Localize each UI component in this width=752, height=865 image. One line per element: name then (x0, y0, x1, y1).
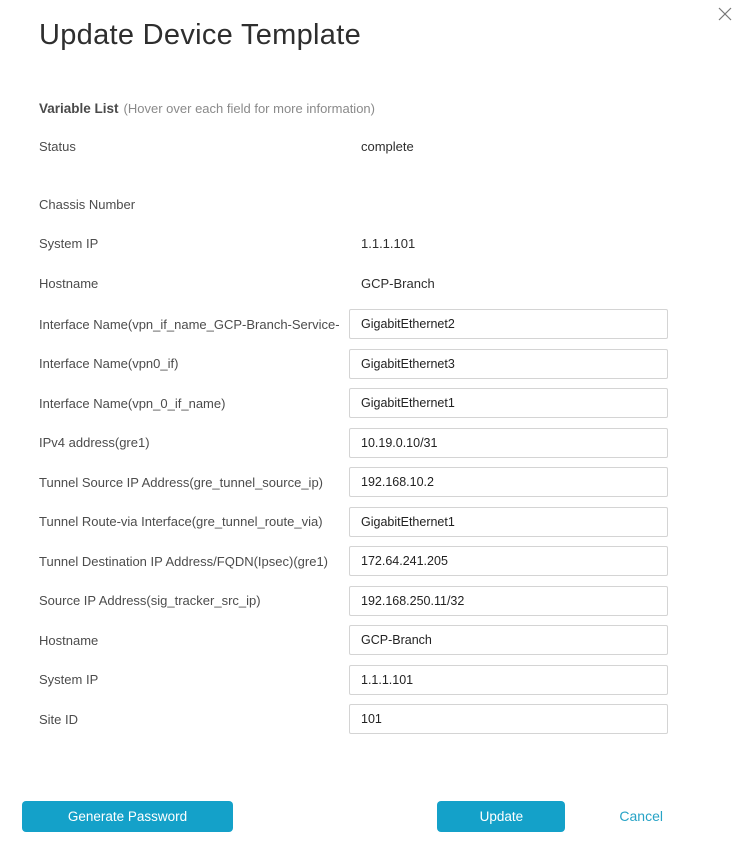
field-label: Tunnel Destination IP Address/FQDN(Ipsec)(gre1) (39, 553, 329, 569)
site-id-input[interactable] (349, 704, 668, 734)
row-interface-name-vpn-0-if-name (39, 388, 668, 418)
interface-name-vpn0-if-input[interactable] (349, 349, 668, 379)
row-hostname-input (39, 625, 668, 655)
row-interface-name-service (39, 309, 668, 339)
tunnel-route-via-input[interactable] (349, 507, 668, 537)
close-icon[interactable] (716, 5, 734, 23)
row-source-ip-tracker (39, 586, 668, 616)
field-label: Tunnel Source IP Address(gre_tunnel_source_ip) (39, 474, 324, 490)
generate-password-button[interactable]: Generate Password (22, 801, 233, 832)
system-ip-input[interactable] (349, 665, 668, 695)
tunnel-source-ip-input[interactable] (349, 467, 668, 497)
field-label: Interface Name(vpn_if_name_GCP-Branch-Service- (39, 316, 340, 332)
row-tunnel-route-via (39, 507, 668, 537)
hostname-input[interactable] (349, 625, 668, 655)
field-label: Source IP Address(sig_tracker_src_ip) (39, 593, 261, 608)
field-label: Interface Name(vpn_0_if_name) (39, 395, 226, 411)
sig-tracker-src-ip-input[interactable] (349, 586, 668, 616)
field-label: Hostname (39, 276, 99, 291)
field-label: Chassis Number (39, 197, 136, 212)
interface-name-vpn-0-if-name-input[interactable] (349, 388, 668, 418)
variable-rows (39, 132, 668, 744)
field-value: 1.1.1.101 (361, 236, 416, 251)
field-label: IPv4 address(gre1) (39, 435, 150, 450)
row-hostname (39, 276, 668, 291)
row-system-ip (39, 236, 668, 251)
ipv4-address-gre1-input[interactable] (349, 428, 668, 458)
page-title: Update Device Template (39, 19, 362, 51)
field-label: Hostname (39, 632, 99, 648)
update-button[interactable]: Update (437, 801, 565, 832)
cancel-button[interactable]: Cancel (619, 808, 663, 824)
field-label: Tunnel Route-via Interface(gre_tunnel_route_via) (39, 514, 323, 529)
row-tunnel-source-ip (39, 467, 668, 497)
field-label: System IP (39, 236, 99, 251)
row-ipv4-address-gre1 (39, 428, 668, 458)
row-system-ip-input (39, 665, 668, 695)
row-site-id (39, 704, 668, 734)
field-value: GCP-Branch (361, 276, 435, 291)
field-label: Interface Name(vpn0_if) (39, 356, 179, 371)
variable-list-hint: (Hover over each field for more information) (123, 101, 375, 116)
row-tunnel-destination-ip (39, 546, 668, 576)
dialog-footer (22, 800, 663, 832)
row-chassis-number (39, 197, 668, 212)
field-label: Status (39, 139, 76, 154)
variable-list-header (39, 101, 375, 116)
tunnel-destination-ip-input[interactable] (349, 546, 668, 576)
row-interface-name-vpn0-if (39, 349, 668, 379)
field-label: System IP (39, 672, 99, 687)
field-label: Site ID (39, 711, 79, 727)
row-status (39, 139, 668, 154)
interface-name-service-input[interactable] (349, 309, 668, 339)
variable-list-heading: Variable List (39, 101, 119, 116)
field-value: complete (361, 139, 414, 154)
